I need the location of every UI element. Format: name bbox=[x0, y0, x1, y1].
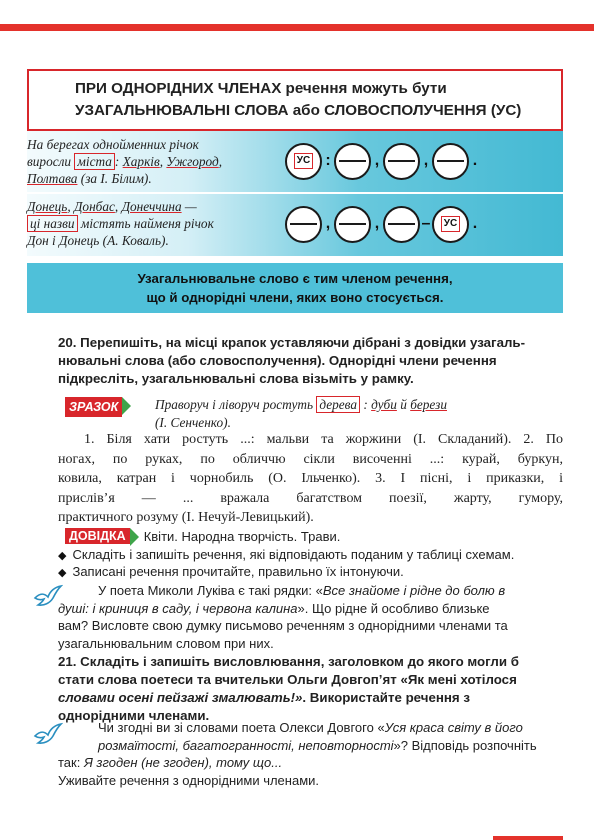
task-20-line-2: нювальні слова (або словосполучення). Однорідні члени речення bbox=[58, 353, 497, 368]
scheme-table bbox=[27, 131, 563, 256]
schema-dash: – bbox=[421, 215, 431, 232]
para2-text: так: bbox=[58, 755, 84, 770]
rule-line-2: УЗАГАЛЬНЮВАЛЬНІ СЛОВА або СЛОВОСПОЛУЧЕННЯ (УС) bbox=[75, 102, 522, 119]
bullet-text-1: Складіть і запишіть речення, які відповідають поданим у таблиці схемам. bbox=[72, 547, 515, 562]
task-21-line-1: 21. Складіть і запишіть висловлювання, заголовком до якого могли б bbox=[58, 654, 519, 669]
schema-circle bbox=[432, 143, 469, 180]
scheme-separator bbox=[27, 192, 563, 194]
generalizing-word-box: дерева bbox=[316, 396, 360, 413]
task-21-line-2: стати слова поетеси та вчительки Ольги Довгоп’ят «Як мені хотілося bbox=[58, 672, 517, 687]
us-label: УС bbox=[441, 216, 460, 232]
schema-colon: : bbox=[325, 152, 331, 169]
para2-line-4: Уживайте речення з однорідними членами. bbox=[58, 772, 320, 788]
task-21-quote: словами осені пейзажі змалювать!» bbox=[58, 690, 303, 705]
schema-period: . bbox=[472, 215, 478, 232]
note-line-2: що й однорідні члени, яких воно стосується. bbox=[146, 290, 444, 305]
schema-comma: , bbox=[374, 215, 380, 232]
note-line-1: Узагальнювальне слово є тим членом речення, bbox=[137, 271, 453, 286]
schema-period: . bbox=[472, 152, 478, 169]
comma: , bbox=[159, 154, 167, 169]
schema-circle bbox=[334, 143, 371, 180]
colon: : bbox=[114, 154, 123, 169]
task-21-text: . Використайте речення з bbox=[302, 690, 470, 705]
task-20-line-3: підкресліть, узагальнювальні слова візьміть у рамку. bbox=[58, 371, 414, 386]
para2-text: »? Відповідь розпочніть bbox=[393, 737, 537, 753]
rule-line-1: ПРИ ОДНОРІДНИХ ЧЛЕНАХ речення можуть бути bbox=[75, 80, 447, 97]
task-21-line-4: однорідними членами. bbox=[58, 708, 210, 723]
schema-circle bbox=[334, 206, 371, 243]
sample-source: (І. Сенченко). bbox=[155, 415, 231, 430]
exercise-line-3: ковила, катран і чорнобиль (О. Ільченко). 3. І пісні, і приказки, і bbox=[58, 471, 563, 486]
homogeneous-word: дуби bbox=[371, 397, 397, 412]
para1-text: У поета Миколи Луківа є такі рядки: « bbox=[98, 583, 323, 598]
example-1-source: (за І. Білим). bbox=[77, 171, 152, 186]
schema-circle bbox=[285, 206, 322, 243]
sample-label: ЗРАЗОК bbox=[65, 397, 122, 417]
schema-2 bbox=[285, 204, 481, 244]
homogeneous-word: Харків bbox=[122, 154, 160, 169]
example-1 bbox=[27, 136, 282, 187]
paragraph-poet-lukiv bbox=[58, 582, 563, 652]
homogeneous-word: Донеччина bbox=[121, 199, 182, 214]
definition-note bbox=[27, 263, 563, 313]
para2-text: Чи згодні ви зі словами поета Олекси Довгого « bbox=[98, 720, 385, 735]
page-corner-tab bbox=[493, 836, 563, 840]
exercise-line-5: практичного розуму (І. Нечуй-Левицький). bbox=[58, 510, 314, 525]
schema-circle bbox=[383, 143, 420, 180]
generalizing-word-box: міста bbox=[74, 153, 115, 170]
schema-circle-us bbox=[432, 206, 469, 243]
para1-line-3: вам? Висловте свою думку письмово реченням з однорідними членами та bbox=[58, 618, 508, 633]
para1-text: ». Що рідне й особливо близьке bbox=[297, 600, 490, 616]
paragraph-poet-dovgyi bbox=[58, 719, 563, 789]
para2-quote: Уся краса світу в його bbox=[384, 720, 523, 735]
generalizing-word-box: ці назви bbox=[27, 215, 78, 232]
exercise-line-4: прислів’я — ... вражала багатством поезії, жарту, гумору, bbox=[58, 490, 563, 506]
example-2-text: містять найменя річок bbox=[77, 216, 214, 231]
para2-quote: розмаїтості, багатогранності, неповторності bbox=[98, 737, 394, 753]
exercise-line-2: ногах, по руках, по обличчю сікли височенні ...: курай, буркун, bbox=[58, 451, 563, 467]
help-block bbox=[65, 528, 340, 544]
comma: , bbox=[218, 154, 223, 169]
conjunction: й bbox=[396, 397, 411, 412]
schema-circle-us bbox=[285, 143, 322, 180]
schema-comma: , bbox=[423, 152, 429, 169]
help-label: ДОВІДКА bbox=[65, 528, 130, 544]
comma: , bbox=[67, 199, 74, 214]
schema-1 bbox=[285, 141, 481, 181]
homogeneous-word: Донець bbox=[27, 199, 68, 214]
us-label: УС bbox=[294, 153, 313, 169]
example-2 bbox=[27, 198, 282, 249]
rule-box bbox=[27, 69, 563, 131]
para2-quote: Я згоден (не згоден), тому що... bbox=[83, 755, 283, 770]
schema-circle bbox=[383, 206, 420, 243]
exercise-line-1: 1. Біля хати ростуть ...: мальви та жоржини (І. Складаний). 2. По bbox=[84, 432, 563, 447]
diamond-bullet-icon: ◆ bbox=[58, 550, 67, 562]
homogeneous-word: Полтава bbox=[27, 171, 78, 186]
bullet-item-2 bbox=[58, 564, 404, 579]
dash: — bbox=[181, 199, 197, 214]
schema-comma: , bbox=[325, 215, 331, 232]
help-text: Квіти. Народна творчість. Трави. bbox=[143, 528, 341, 544]
bullet-item-1 bbox=[58, 547, 514, 562]
sample-text: Праворуч і ліворуч ростуть bbox=[155, 397, 317, 412]
homogeneous-word: берези bbox=[410, 397, 447, 412]
colon: : bbox=[360, 397, 372, 412]
diamond-bullet-icon: ◆ bbox=[58, 567, 67, 579]
para1-quote: душі: і криниця в саду, і червона калина bbox=[58, 600, 298, 616]
schema-comma: , bbox=[374, 152, 380, 169]
task-20 bbox=[58, 334, 563, 388]
example-1-line-1: На берегах однойменних річок bbox=[27, 137, 199, 152]
homogeneous-word: Ужгород bbox=[166, 154, 219, 169]
exercise-text bbox=[58, 430, 563, 528]
task-21 bbox=[58, 653, 563, 725]
example-2-source: Дон і Донець (А. Коваль). bbox=[27, 233, 169, 248]
para1-line-4: узагальнювальним словом при них. bbox=[58, 635, 274, 651]
example-1-text: виросли bbox=[27, 154, 75, 169]
top-decor-bar bbox=[0, 24, 594, 31]
homogeneous-word: Донбас bbox=[73, 199, 115, 214]
bullet-text-2: Записані речення прочитайте, правильно їх інтонуючи. bbox=[72, 564, 404, 579]
para1-quote: Все знайоме і рідне до болю в bbox=[322, 583, 506, 598]
comma: , bbox=[114, 199, 122, 214]
task-20-line-1: 20. Перепишіть, на місці крапок уставляючи дібрані з довідки узагаль- bbox=[58, 335, 526, 350]
